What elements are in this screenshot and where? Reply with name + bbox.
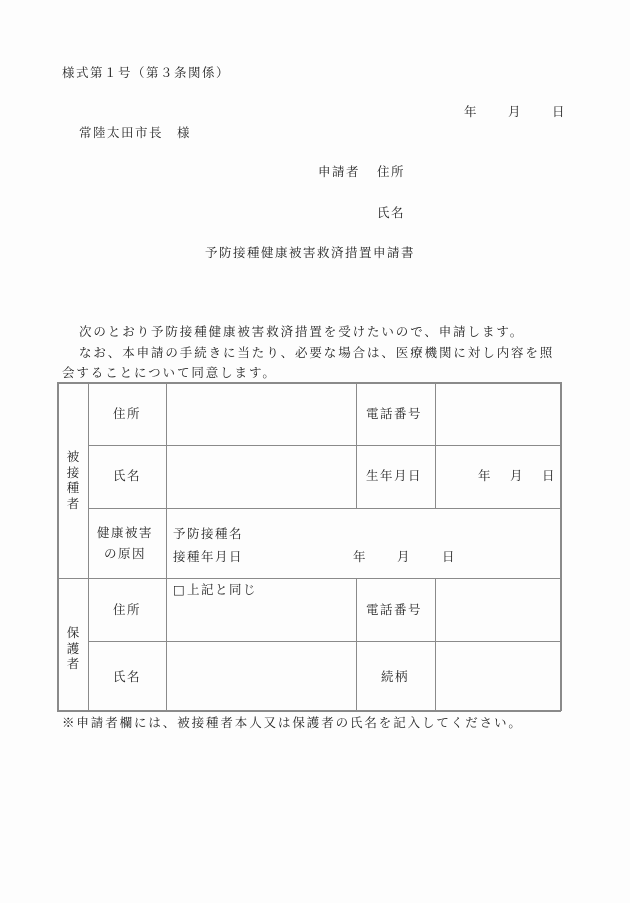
- guardian-address-input[interactable]: [167, 579, 356, 641]
- date-month-label: 月: [508, 104, 523, 119]
- vaccination-date-label: 接種年月日: [173, 549, 244, 564]
- cause-label-line-1: 健康被害: [97, 525, 154, 540]
- vaccinated-address-label: 住所: [113, 406, 142, 421]
- vaccination-date-input[interactable]: [247, 545, 557, 565]
- applicant-address-label: 住所: [377, 164, 406, 179]
- guardian-phone-input[interactable]: [436, 579, 560, 641]
- vaccinated-person-group-label: 被 接 種 者: [66, 449, 80, 511]
- birthdate-year-label: 年: [478, 468, 493, 483]
- cause-label-line-2: の原因: [104, 546, 147, 561]
- table-divider: [88, 508, 561, 509]
- table-border-left: [57, 382, 59, 711]
- body-line-2: なお、本申請の手続きに当たり、必要な場合は、医療機関に対し内容を照: [79, 345, 555, 360]
- table-divider: [356, 578, 357, 711]
- body-line-1: 次のとおり予防接種健康被害救済措置を受けたいので、申請します。: [79, 324, 525, 339]
- birthdate-month-label: 月: [510, 468, 525, 483]
- applicant-name-label: 氏名: [377, 205, 406, 220]
- vaccinated-phone-input[interactable]: [436, 383, 560, 445]
- applicant-address-input[interactable]: [410, 160, 560, 182]
- table-border-bottom: [57, 710, 561, 712]
- date-year-label: 年: [464, 104, 479, 119]
- body-line-3: 会することについて同意します。: [62, 365, 277, 380]
- addressee: 常陸太田市長 様: [79, 125, 192, 140]
- same-as-above-checkbox[interactable]: □: [173, 582, 185, 597]
- vaccination-day-label: 日: [442, 549, 457, 564]
- same-as-above-label: 上記と同じ: [187, 582, 258, 597]
- form-number: 様式第１号（第３条関係）: [62, 65, 231, 80]
- vaccinated-birthdate-input[interactable]: [436, 446, 560, 508]
- guardian-address-label: 住所: [113, 602, 142, 617]
- vaccine-name-label: 予防接種名: [173, 526, 244, 541]
- vaccinated-address-input[interactable]: [167, 383, 356, 445]
- vaccination-year-label: 年: [353, 549, 368, 564]
- footnote: ※申請者欄には、被接種者本人又は保護者の氏名を記入してください。: [62, 715, 523, 730]
- application-table: [57, 382, 561, 711]
- guardian-name-label: 氏名: [113, 669, 142, 684]
- vaccination-month-label: 月: [397, 549, 412, 564]
- guardian-relationship-input[interactable]: [436, 642, 560, 710]
- birthdate-day-label: 日: [542, 468, 557, 483]
- vaccine-name-input[interactable]: [247, 522, 557, 542]
- table-border-right: [560, 382, 562, 711]
- vaccinated-phone-label: 電話番号: [366, 406, 423, 421]
- applicant-label: 申請者: [318, 164, 361, 179]
- vaccinated-birthdate-label: 生年月日: [366, 468, 423, 483]
- vaccinated-name-input[interactable]: [167, 446, 356, 508]
- guardian-group-label: 保 護 者: [66, 625, 80, 671]
- applicant-name-input[interactable]: [410, 201, 560, 223]
- guardian-name-input[interactable]: [167, 642, 356, 710]
- guardian-relationship-label: 続柄: [381, 669, 410, 684]
- table-divider: [88, 382, 89, 711]
- page-title: 予防接種健康被害救済措置申請書: [205, 245, 416, 260]
- date-day-label: 日: [552, 104, 567, 119]
- guardian-phone-label: 電話番号: [366, 602, 423, 617]
- vaccinated-name-label: 氏名: [113, 468, 142, 483]
